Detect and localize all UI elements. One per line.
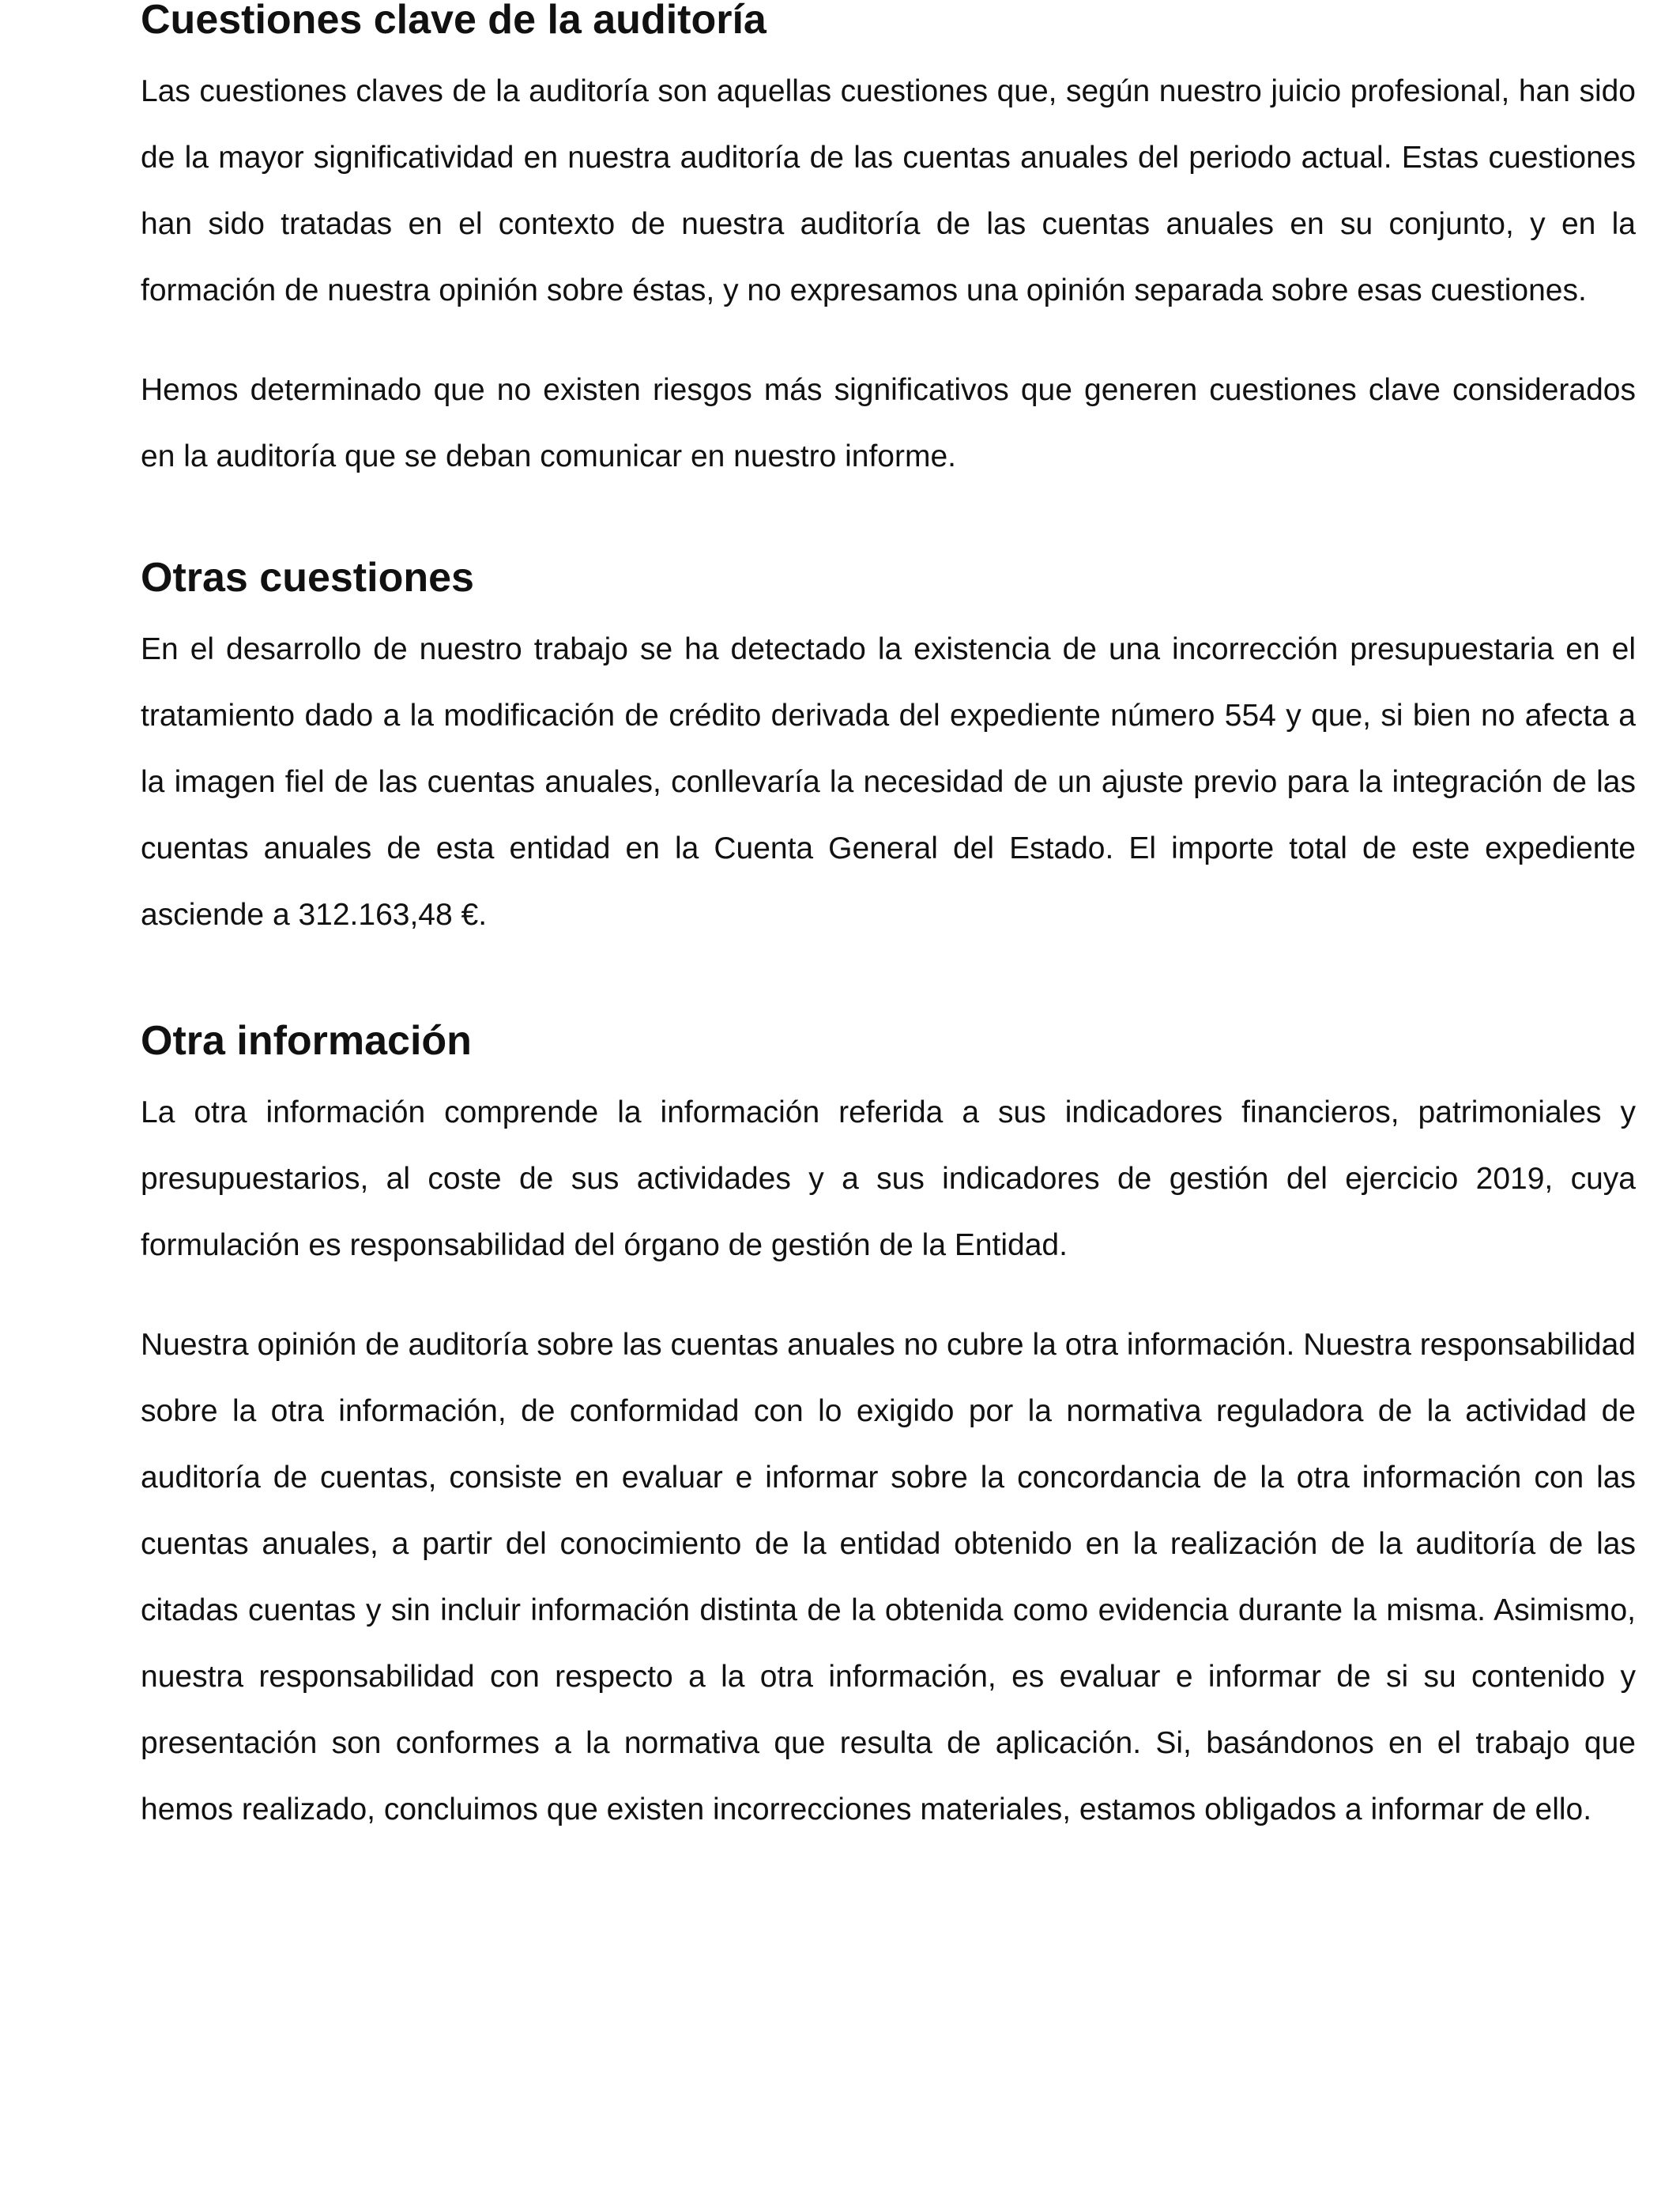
paragraph: Las cuestiones claves de la auditoría son aquellas cuestiones que, según nuestro juicio profesional, han sido de la mayor significatividad en nuestra auditoría de las cuentas anuales del periodo actual. Estas cuestiones han sido tratadas en el contexto de nuestra auditoría de las cuentas anuales en su conjunto, y en la formación de nuestra opinión sobre éstas, y no expresamos una opinión separada sobre esas cuestiones. (141, 74, 1636, 307)
section-key-audit-matters (141, 0, 1636, 490)
section-title: Otras cuestiones (141, 555, 474, 601)
paragraph: La otra información comprende la información referida a sus indicadores financieros, patrimoniales y presupuestarios, al coste de sus actividades y a sus indicadores de gestión del ejercicio 2019, cuya formulación es responsabilidad del órgano de gestión de la Entidad. (141, 1095, 1636, 1262)
section-title: Cuestiones clave de la auditoría (141, 0, 767, 43)
document-page (141, 0, 1636, 1843)
paragraph: Hemos determinado que no existen riesgos más significativos que generen cuestiones clave considerados en la auditoría que se deban comunicar en nuestro informe. (141, 373, 1636, 473)
section-title: Otra información (141, 1018, 472, 1064)
paragraph: En el desarrollo de nuestro trabajo se ha detectado la existencia de una incorrección presupuestaria en el tratamiento dado a la modificación de crédito derivada del expediente número 554 y que, si bien no afecta a la imagen fiel de las cuentas anuales, conllevaría la necesidad de un ajuste previo para la integración de las cuentas anuales de esta entidad en la Cuenta General del Estado. El importe total de este expediente asciende a 312.163,48 €. (141, 632, 1636, 932)
section-other-matters (141, 555, 1636, 948)
paragraph: Nuestra opinión de auditoría sobre las cuentas anuales no cubre la otra información. Nuestra responsabilidad sobre la otra información, de conformidad con lo exigido por la normativa reguladora de la actividad de auditoría de cuentas, consiste en evaluar e informar sobre la concordancia de la otra información con las cuentas anuales, a partir del conocimiento de la entidad obtenido en la realización de la auditoría de las citadas cuentas y sin incluir información distinta de la obtenida como evidencia durante la misma. Asimismo, nuestra responsabilidad con respecto a la otra información, es evaluar e informar de si su contenido y presentación son conformes a la normativa que resulta de aplicación. Si, basándonos en el trabajo que hemos realizado, concluimos que existen incorrecciones materiales, estamos obligados a informar de ello. (141, 1328, 1636, 1826)
section-other-information (141, 1018, 1636, 1843)
